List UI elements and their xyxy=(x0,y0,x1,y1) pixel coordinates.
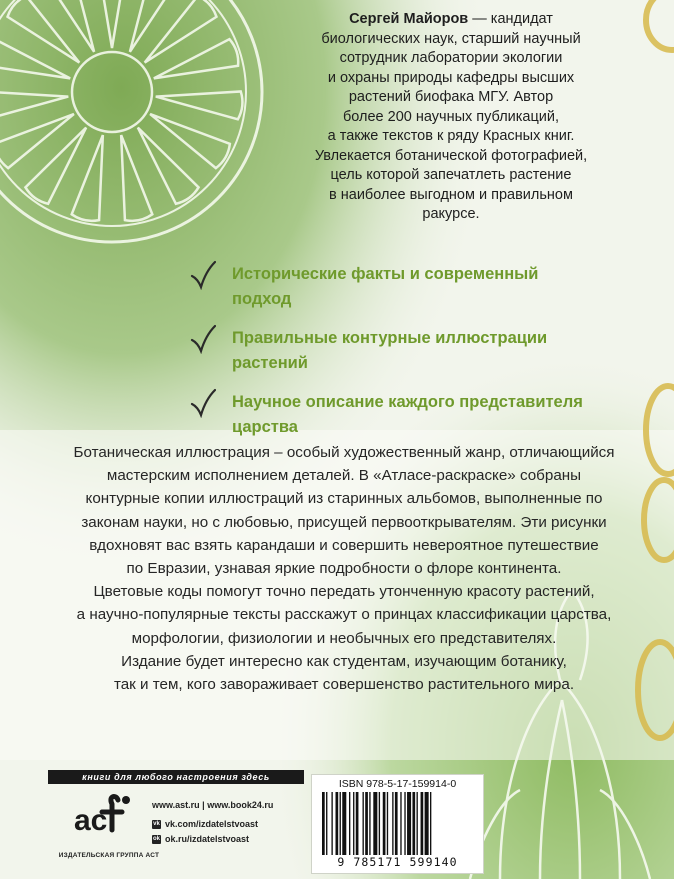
feature-item-line: Правильные контурные иллюстрации xyxy=(232,329,548,347)
description-line: по Евразии, узнавая яркие подробности о флоре континента. xyxy=(126,560,562,578)
isbn-barcode xyxy=(311,774,484,874)
barcode-bars xyxy=(320,792,475,855)
checkmark-icon xyxy=(190,260,216,290)
author-bio-line: — кандидат xyxy=(468,11,553,27)
author-bio-line: ракурсе. xyxy=(422,206,480,222)
description-line: контурные копии иллюстраций из старинных альбомов, выполненные по xyxy=(85,490,603,508)
description-line: Издание будет интересно как студентам, изучающим ботанику, xyxy=(121,652,567,670)
isbn-label: ISBN 978-5-17-159914-0 xyxy=(338,778,457,790)
barcode-digits: 9 785171 599140 xyxy=(337,855,458,869)
publisher-links xyxy=(152,798,273,847)
feature-item-line: Научное описание каждого представителя xyxy=(232,393,583,411)
description-line: вдохновят вас взять карандаши и совершить невероятное путешествие xyxy=(89,536,599,554)
checkmark-icon xyxy=(190,388,216,418)
description-line: так и тем, кого завораживает совершенство растительного мира. xyxy=(113,676,575,694)
feature-item xyxy=(190,390,660,440)
author-bio-line: растений биофака МГУ. Автор xyxy=(348,89,554,105)
description-line: Цветовые коды помогут точно передать утонченную красоту растений, xyxy=(93,583,595,601)
ok-link[interactable]: ok.ru/izdatelstvoast xyxy=(165,834,250,844)
feature-item-line: Исторические факты и современный xyxy=(232,265,539,283)
author-bio-line: и охраны природы кафедры высших xyxy=(327,69,575,86)
vk-icon: vk xyxy=(153,821,160,827)
feature-item xyxy=(190,326,660,376)
description-line: мастерским исполнением деталей. В «Атласе-раскраске» собраны xyxy=(106,467,582,485)
author-bio xyxy=(286,10,616,225)
author-bio-line: сотрудник лаборатории экологии xyxy=(339,50,563,66)
author-bio-line: а также текстов к ряду Красных книг. xyxy=(327,128,575,144)
feature-list xyxy=(190,262,660,454)
feature-item-line: подход xyxy=(232,290,292,308)
author-bio-line: Увлекается ботанической фотографией, xyxy=(314,147,588,164)
vk-link[interactable]: vk.com/izdatelstvoast xyxy=(165,819,259,829)
logo-text: ac xyxy=(74,804,108,837)
description-line: а научно-популярные тексты расскажут о принцах классификации царства, xyxy=(76,606,612,624)
sites-link[interactable]: www.ast.ru | www.book24.ru xyxy=(152,800,274,810)
description-line: законам науки, но с любовью, присущей первооткрывателям. Эти рисунки xyxy=(81,513,607,531)
publisher-name: ИЗДАТЕЛЬСКАЯ ГРУППА АСТ xyxy=(58,852,160,859)
author-bio-line: цель которой запечатлеть растение xyxy=(330,167,572,183)
author-bio-line: в наиболее выгодном и правильном xyxy=(329,186,573,203)
ast-logo xyxy=(68,790,138,848)
book-description xyxy=(46,441,642,696)
feature-item xyxy=(190,262,660,312)
slogan-banner: книги для любого настроения здесь xyxy=(48,770,304,784)
author-name: Сергей Майоров xyxy=(349,11,469,27)
description-line: Ботаническая иллюстрация – особый художественный жанр, отличающийся xyxy=(73,444,615,461)
author-bio-line: более 200 научных публикаций, xyxy=(342,108,560,125)
ok-icon: ok xyxy=(152,836,160,842)
feature-item-line: растений xyxy=(232,354,308,372)
description-line: морфологии, физиологии и необычных его представителях. xyxy=(131,629,557,647)
feature-item-line: царства xyxy=(232,418,298,436)
author-bio-line: биологических наук, старший научный xyxy=(321,30,581,47)
checkmark-icon xyxy=(190,324,216,354)
